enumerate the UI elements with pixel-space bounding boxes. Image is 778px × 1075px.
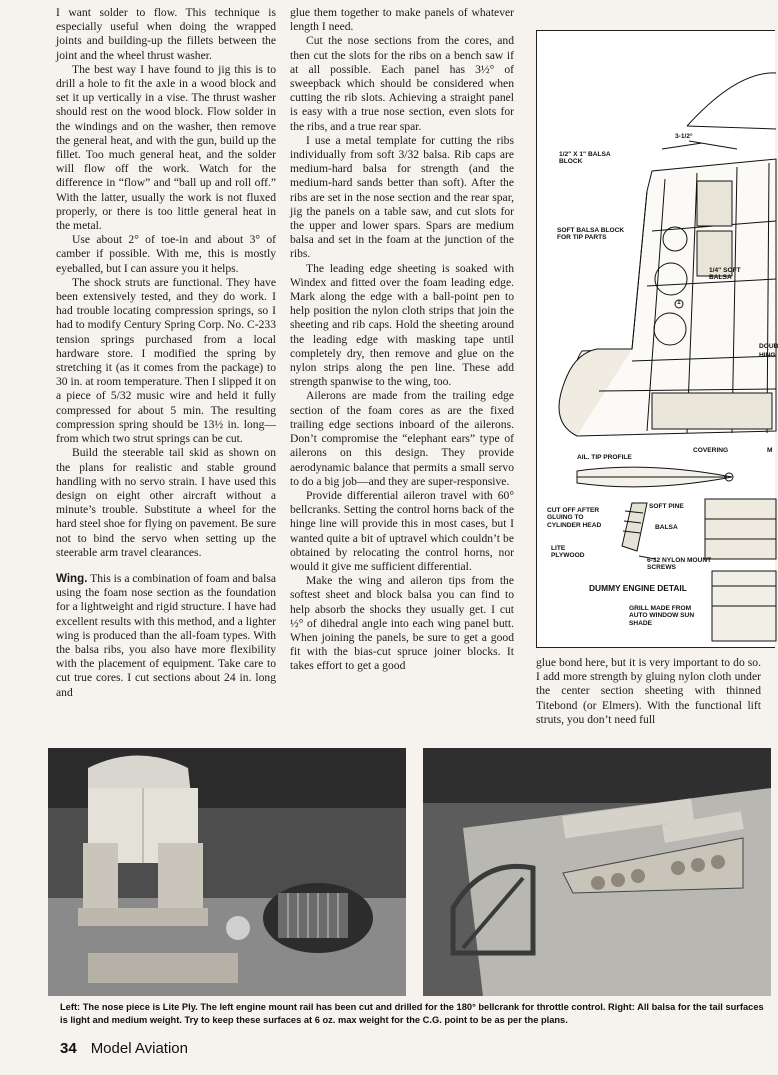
photo-nose-piece-image: [48, 748, 406, 996]
lite-ply-label: LITE PLYWOOD: [551, 545, 585, 560]
m-label: M: [767, 447, 773, 454]
soft-balsa-tip-label: SOFT BALSA BLOCK FOR TIP PARTS: [557, 227, 625, 242]
paragraph: The leading edge sheeting is soaked with Windex and fitted over the foam leading edge. Mark along the edge with a ball-point pen to help position the nylon cloth strips that join the sheeting and rib caps. Hold the sheeting around the leading edge with masking tape until completely dry, then remove and glue on the nylon strips along the pen line. These add strength spanwise to the wing, too.: [290, 261, 514, 389]
dummy-engine-heading: DUMMY ENGINE DETAIL: [589, 583, 687, 593]
doub-label: DOUB: [759, 343, 778, 350]
photo-tail-surfaces: [423, 748, 771, 996]
paragraph: The best way I have found to jig this is to drill a hole to fit the axle in a wood block and set it up vertically in a vise. The thrust washer should rest on the wood block. Flow solder in the windings and on the washer, then remove the general heat, and with the gun, build up the fillet. Too much general heat, and the solder will flow off the work. Watch for the difference in “flow” and “ball up and roll off.” With the latter, usually the work is not fluxed properly, or there is too little general heat in the metal.: [56, 62, 276, 233]
paragraph: The shock struts are functional. They have been extensively tested, and they do work. I had trouble locating compression springs, so I had to modify Century Spring Corp. No. C-233 tension springs purchased from a local hardware store. I modified the spring by stretching it (as it comes from the package) to 30 in. at room temperature. Then I slipped it on a piece of 5/32 music wire and held it fully compressed for about 5 min. The resulting compression spring should be 13½ in. long—from which two strut springs can be cut.: [56, 275, 276, 446]
soft-pine-label: SOFT PINE: [649, 503, 684, 510]
photo-tail-surfaces-image: [423, 748, 771, 996]
aileron-tip-label: AIL. TIP PROFILE: [577, 454, 632, 461]
soft-balsa-label: 1/4" SOFT BALSA: [709, 267, 741, 282]
page-number: 34: [60, 1040, 77, 1057]
balsa-label: BALSA: [655, 524, 678, 531]
balsa-block-label: 1/2" X 1" BALSA BLOCK: [559, 151, 611, 166]
text-column-3: [536, 656, 761, 727]
paragraph: glue them together to make panels of whatever length I need.: [290, 6, 514, 34]
photo-caption: Left: The nose piece is Lite Ply. The left engine mount rail has been cut and drilled for the 180° bellcrank for throttle control. Right: All balsa for the tail surfaces is light and medium weight. Try to keep these surfaces at 6 oz. max weight for the C.G. point to be as per the plans.: [60, 1002, 764, 1025]
nylon-screws-label: 6-32 NYLON MOUNT SCREWS: [647, 557, 712, 572]
cut-off-label: CUT OFF AFTER GLUING TO CYLINDER HEAD: [547, 507, 602, 529]
dimension-label: 3-1/2°: [675, 133, 693, 140]
text-column-2: [290, 6, 514, 674]
paragraph: glue bond here, but it is very important to do so. I add more strength by gluing nylon cloth under the center section sheeting with thinned Titebond (or Elmers). With the functional lift struts, you don’t need full: [536, 656, 761, 726]
page-footer: [60, 1040, 188, 1057]
photo-nose-piece: [48, 748, 406, 996]
text-column-1: [56, 6, 276, 700]
magazine-title: Model Aviation: [90, 1040, 188, 1057]
paragraph: Cut the nose sections from the cores, and then cut the slots for the ribs on a bench saw if at all possible. Each panel has 3½° of sweepback which should be considered when cutting the rib slots. Achieving a straight panel is easy with a true nose section, even slots for the ribs, and a true rear spar.: [290, 34, 514, 133]
paragraph-wing: [56, 572, 276, 700]
paragraph: I use a metal template for cutting the ribs individually from soft 3/32 balsa. Rib caps are medium-hard balsa for strength (and the medium-hard sands better than soft). After the ribs are set in the nose section and the rear spar, jig the panels on a table saw, and cut slots for the upper and lower spars. Spars are medium balsa and set in the foam at the junction of the ribs.: [290, 133, 514, 261]
paragraph: Make the wing and aileron tips from the softest sheet and block balsa you can find to help absorb the shocks they usually get. I cut ½° of dihedral angle into each wing panel butt. When joining the panels, be sure to get a good fit with the bias-cut spruce joiner blocks. It takes effort to get a good: [290, 574, 514, 673]
paragraph: I want solder to flow. This technique is especially useful when doing the wrapped joints and building-up the fillets between the joint and the wheel thrust washer.: [56, 6, 276, 62]
paragraph-text: This is a combination of foam and balsa using the foam nose section as the foundation for a lightweight and rigid structure. I have had excellent results with this method, and a lighter wing is produced than the all-foam types. With the balsa ribs, you also have more flexibility with the placement of equipment. Take care to cut true cores. I cut sections about 24 in. long and: [56, 571, 276, 699]
paragraph: Ailerons are made from the trailing edge section of the foam cores as are the fixed trailing edge sections inboard of the ailerons. Don’t compromise the “elephant ears” type of ailerons on this design. They provide aerodynamic balance that permits a small servo to do a big job—and they are super-responsive.: [290, 389, 514, 488]
covering-label: COVERING: [693, 447, 729, 454]
wing-plans-drawing: [536, 30, 778, 648]
rib-marker: 1: [677, 299, 681, 306]
hing-label: HING: [759, 352, 776, 359]
paragraph: Build the steerable tail skid as shown on the plans for realistic and stable ground handling with no servo strain. I have used this design on eight other aircraft without a minute’s trouble. Substitute a wheel for the hard steel shoe for flying on pavement. Be sure not to bind the servo when setting up the steerable arm travel clearances.: [56, 446, 276, 559]
section-heading-wing: Wing.: [56, 571, 88, 585]
paragraph: Use about 2° of toe-in and about 3° of camber if possible. With me, this is mostly eyeballed, but I can assure you it helps.: [56, 233, 276, 275]
paragraph: Provide differential aileron travel with 60° bellcranks. Setting the control horns back of the hinge line will provide this in most cases, but I wanted quite a bit of uptravel which couldn’t be obtained by relocating the control horns, nor would it give me sufficient differential.: [290, 488, 514, 573]
grill-label: GRILL MADE FROM AUTO WINDOW SUN SHADE: [629, 605, 695, 627]
